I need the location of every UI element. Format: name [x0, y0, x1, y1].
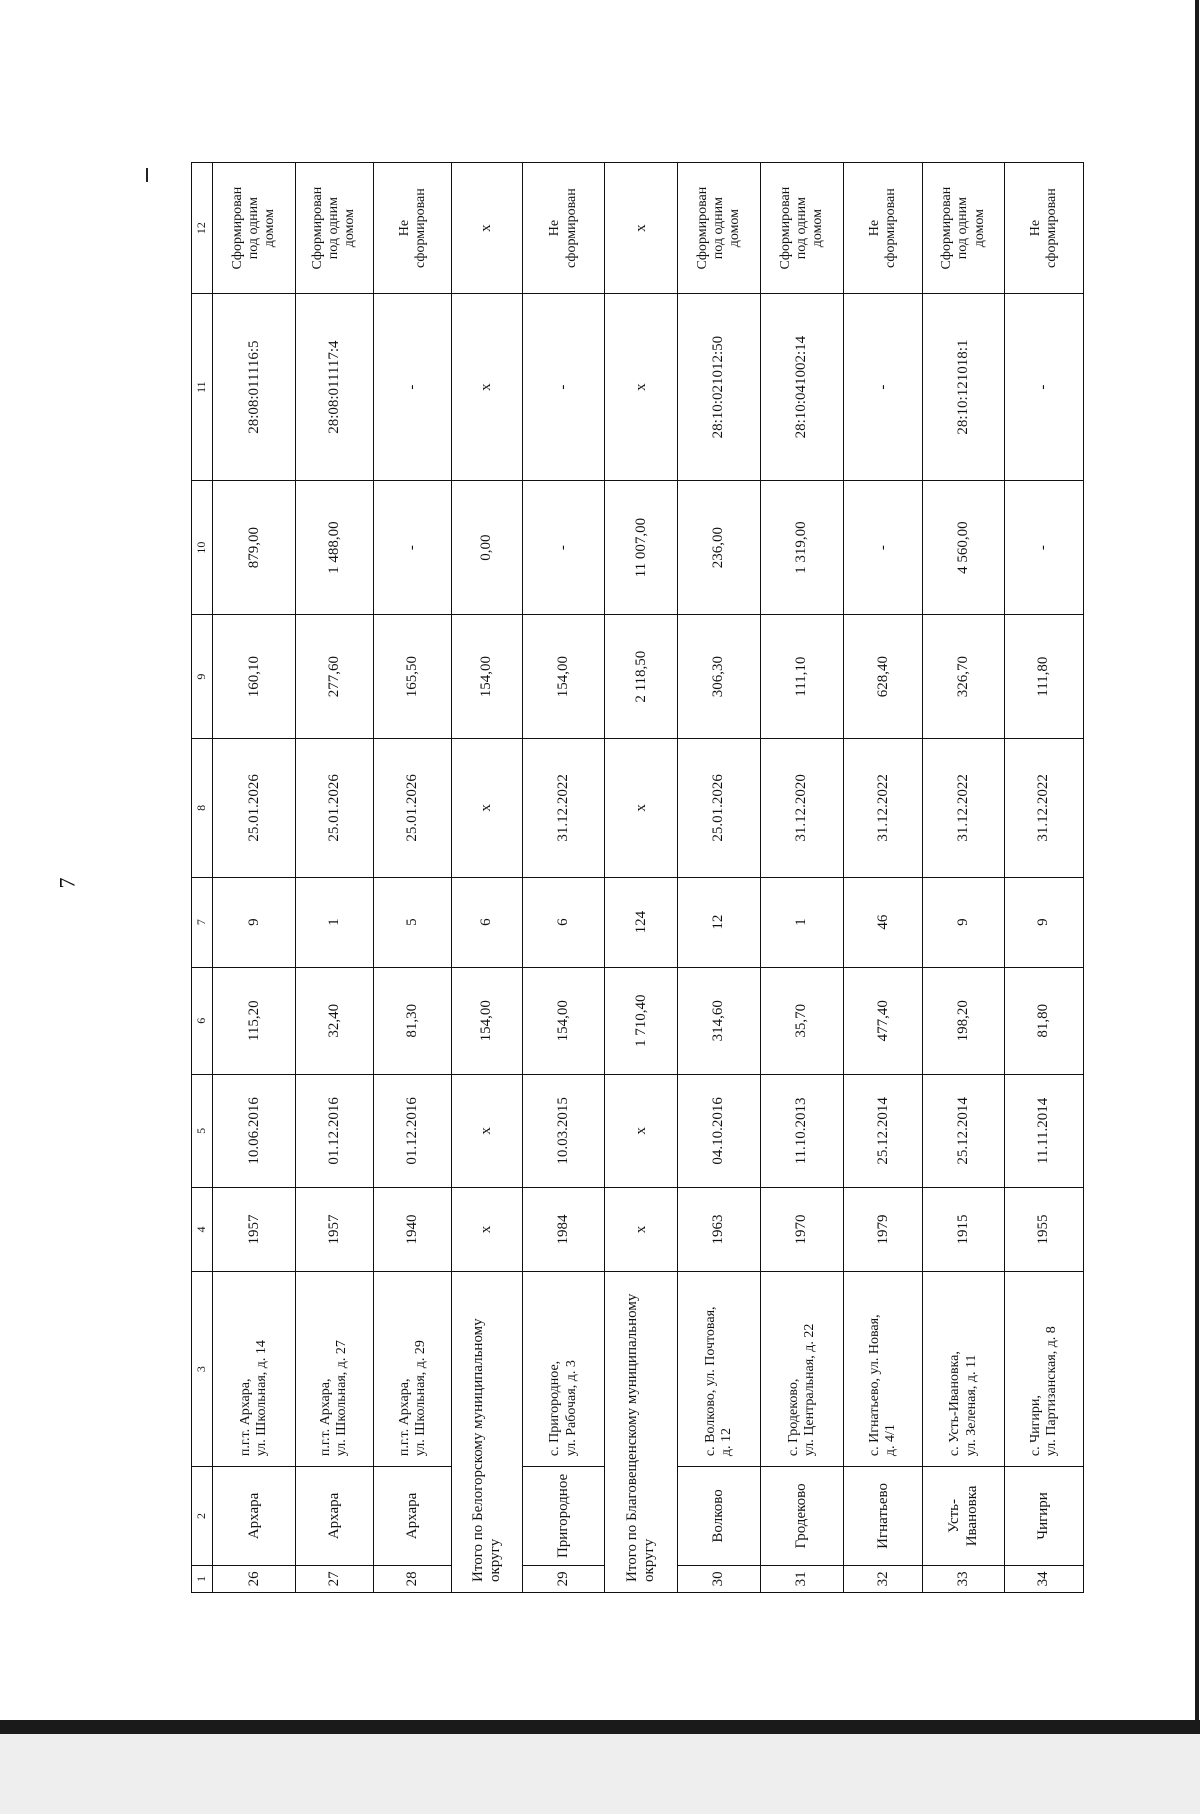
table-cell: 04.10.2016	[678, 1074, 760, 1187]
table-cell: Не сформирован	[844, 163, 923, 294]
table-cell: 236,00	[678, 480, 760, 614]
table-cell: 28:10:041002:14	[760, 294, 844, 481]
table-cell: -	[374, 294, 452, 481]
table-cell: 154,00	[522, 967, 604, 1074]
column-number-cell: 5	[192, 1074, 213, 1187]
table-cell: x	[452, 163, 523, 294]
table-cell: 01.12.2016	[295, 1074, 373, 1187]
row-number-cell: 34	[1004, 1565, 1083, 1592]
table-cell: Сформирован под одним домом	[213, 163, 295, 294]
table-cell: Архара	[213, 1467, 295, 1566]
column-number-cell: 8	[192, 739, 213, 877]
table-cell: 165,50	[374, 615, 452, 739]
data-table	[191, 162, 1084, 1593]
table-row	[213, 163, 295, 1593]
table-cell: x	[605, 1188, 678, 1272]
column-number-cell: 7	[192, 877, 213, 967]
table-cell: Сформирован под одним домом	[760, 163, 844, 294]
table-cell: 1957	[213, 1188, 295, 1272]
row-number-cell: 27	[295, 1565, 373, 1592]
column-number-cell: 2	[192, 1467, 213, 1566]
column-number-row	[192, 163, 213, 1593]
table-cell: 2 118,50	[605, 615, 678, 739]
table-cell: 10.03.2015	[522, 1074, 604, 1187]
table-cell: п.г.т. Архара, ул. Школьная, д. 14	[213, 1271, 295, 1466]
subtotal-label: Итого по Благовещенскому муниципальному округу	[605, 1271, 678, 1592]
table-cell: 31.12.2022	[522, 739, 604, 877]
table-cell: Архара	[374, 1467, 452, 1566]
table-cell: 198,20	[923, 967, 1004, 1074]
table-cell: 10.06.2016	[213, 1074, 295, 1187]
subtotal-row	[452, 163, 523, 1593]
table-cell: 25.01.2026	[678, 739, 760, 877]
table-cell: x	[452, 294, 523, 481]
table-cell: -	[1004, 294, 1083, 481]
table-cell: 28:08:011117:4	[295, 294, 373, 481]
table-cell: 12	[678, 877, 760, 967]
table-row	[374, 163, 452, 1593]
table-cell: 31.12.2022	[844, 739, 923, 877]
column-number-cell: 12	[192, 163, 213, 294]
table-cell: 25.01.2026	[374, 739, 452, 877]
row-number-cell: 32	[844, 1565, 923, 1592]
table-cell: -	[844, 480, 923, 614]
table-cell: 28:10:121018:1	[923, 294, 1004, 481]
table-cell: 1957	[295, 1188, 373, 1272]
table-cell: с. Игнатьево, ул. Новая, д. 4/1	[844, 1271, 923, 1466]
table-cell: 31.12.2022	[923, 739, 1004, 877]
table-cell: 81,30	[374, 967, 452, 1074]
table-cell: Сформирован под одним домом	[295, 163, 373, 294]
table-cell: 25.12.2014	[923, 1074, 1004, 1187]
scan-mark	[146, 168, 148, 182]
table-cell: 9	[1004, 877, 1083, 967]
table-cell: 326,70	[923, 615, 1004, 739]
table-cell: 28:08:011116:5	[213, 294, 295, 481]
column-number-cell: 10	[192, 480, 213, 614]
row-number-cell: 28	[374, 1565, 452, 1592]
table-cell: 81,80	[1004, 967, 1083, 1074]
table-cell: Волково	[678, 1467, 760, 1566]
table-cell: 25.12.2014	[844, 1074, 923, 1187]
table-cell: Не сформирован	[522, 163, 604, 294]
table-cell: с. Чигири, ул. Партизанская, д. 8	[1004, 1271, 1083, 1466]
table-cell: 9	[213, 877, 295, 967]
column-number-cell: 11	[192, 294, 213, 481]
column-number-cell: 4	[192, 1188, 213, 1272]
subtotal-row	[605, 163, 678, 1593]
table-cell: x	[605, 294, 678, 481]
table-row	[1004, 163, 1083, 1593]
table-cell: 1979	[844, 1188, 923, 1272]
table-cell: 1963	[678, 1188, 760, 1272]
table-cell: 11.11.2014	[1004, 1074, 1083, 1187]
table-cell: 1 319,00	[760, 480, 844, 614]
table-cell: 154,00	[522, 615, 604, 739]
table-cell: 46	[844, 877, 923, 967]
table-cell: 306,30	[678, 615, 760, 739]
table-cell: Сформирован под одним домом	[678, 163, 760, 294]
table-cell: 25.01.2026	[295, 739, 373, 877]
table-cell: 5	[374, 877, 452, 967]
table-cell: 628,40	[844, 615, 923, 739]
table-cell: Гродеково	[760, 1467, 844, 1566]
table-cell: x	[605, 1074, 678, 1187]
table-cell: x	[452, 739, 523, 877]
column-number-cell: 6	[192, 967, 213, 1074]
table-cell: 31.12.2022	[1004, 739, 1083, 877]
table-cell: 111,10	[760, 615, 844, 739]
table-cell: 1	[295, 877, 373, 967]
table-cell: Не сформирован	[374, 163, 452, 294]
table-cell: Не сформирован	[1004, 163, 1083, 294]
table-row	[295, 163, 373, 1593]
scan-margin	[0, 1734, 1200, 1814]
table-cell: x	[452, 1188, 523, 1272]
table-cell: x	[605, 163, 678, 294]
table-row	[844, 163, 923, 1593]
table-cell: 154,00	[452, 615, 523, 739]
table-cell: 1	[760, 877, 844, 967]
table-cell: 1955	[1004, 1188, 1083, 1272]
table-cell: 28:10:021012:50	[678, 294, 760, 481]
table-cell: Пригородное	[522, 1467, 604, 1566]
table-cell: 6	[522, 877, 604, 967]
table-row	[678, 163, 760, 1593]
table-cell: 1970	[760, 1188, 844, 1272]
scan-edge-right	[1195, 0, 1199, 1730]
subtotal-label: Итого по Белогорскому муниципальному округу	[452, 1271, 523, 1592]
table-cell: 1915	[923, 1188, 1004, 1272]
table-cell: 6	[452, 877, 523, 967]
table-cell: п.г.т. Архара, ул. Школьная, д. 27	[295, 1271, 373, 1466]
table-cell: 277,60	[295, 615, 373, 739]
scan-edge-bottom	[0, 1720, 1200, 1734]
table-cell: 124	[605, 877, 678, 967]
table-cell: с. Волково, ул. Почтовая, д. 12	[678, 1271, 760, 1466]
table-cell: 160,10	[213, 615, 295, 739]
table-cell: 314,60	[678, 967, 760, 1074]
table-cell: 1 710,40	[605, 967, 678, 1074]
table-row	[760, 163, 844, 1593]
table-cell: 1984	[522, 1188, 604, 1272]
table-cell: x	[605, 739, 678, 877]
table-cell: 0,00	[452, 480, 523, 614]
table-cell: 9	[923, 877, 1004, 967]
table-cell: -	[522, 294, 604, 481]
table-cell: 11.10.2013	[760, 1074, 844, 1187]
table-cell: Архара	[295, 1467, 373, 1566]
column-number-cell: 1	[192, 1565, 213, 1592]
row-number-cell: 33	[923, 1565, 1004, 1592]
page-number: 7	[54, 877, 80, 889]
table-cell: 879,00	[213, 480, 295, 614]
table-cell: 154,00	[452, 967, 523, 1074]
table-cell: 01.12.2016	[374, 1074, 452, 1187]
table-cell: -	[374, 480, 452, 614]
table-cell: с. Пригородное, ул. Рабочая, д. 3	[522, 1271, 604, 1466]
table-cell: -	[844, 294, 923, 481]
row-number-cell: 30	[678, 1565, 760, 1592]
table-cell: 31.12.2020	[760, 739, 844, 877]
table-cell: x	[452, 1074, 523, 1187]
table-cell: 25.01.2026	[213, 739, 295, 877]
table-cell: 111,80	[1004, 615, 1083, 739]
column-number-cell: 9	[192, 615, 213, 739]
table-cell: -	[1004, 480, 1083, 614]
table-cell: 32,40	[295, 967, 373, 1074]
table-cell: 4 560,00	[923, 480, 1004, 614]
table-cell: 115,20	[213, 967, 295, 1074]
table-cell: 1 488,00	[295, 480, 373, 614]
column-number-cell: 3	[192, 1271, 213, 1466]
row-number-cell: 26	[213, 1565, 295, 1592]
table-cell: Усть-Ивановка	[923, 1467, 1004, 1566]
table-row	[522, 163, 604, 1593]
table-cell: Сформирован под одним домом	[923, 163, 1004, 294]
table-cell: с. Гродеково, ул. Центральная, д. 22	[760, 1271, 844, 1466]
table-cell: Чигири	[1004, 1467, 1083, 1566]
table-cell: 11 007,00	[605, 480, 678, 614]
table-cell: 35,70	[760, 967, 844, 1074]
table-cell: с. Усть-Ивановка, ул. Зеленая, д. 11	[923, 1271, 1004, 1466]
table-cell: -	[522, 480, 604, 614]
table-cell: 477,40	[844, 967, 923, 1074]
table-cell: п.г.т. Архара, ул. Школьная, д. 29	[374, 1271, 452, 1466]
rotated-table-container	[191, 162, 1084, 1593]
row-number-cell: 29	[522, 1565, 604, 1592]
table-cell: Игнатьево	[844, 1467, 923, 1566]
table-row	[923, 163, 1004, 1593]
row-number-cell: 31	[760, 1565, 844, 1592]
table-cell: 1940	[374, 1188, 452, 1272]
